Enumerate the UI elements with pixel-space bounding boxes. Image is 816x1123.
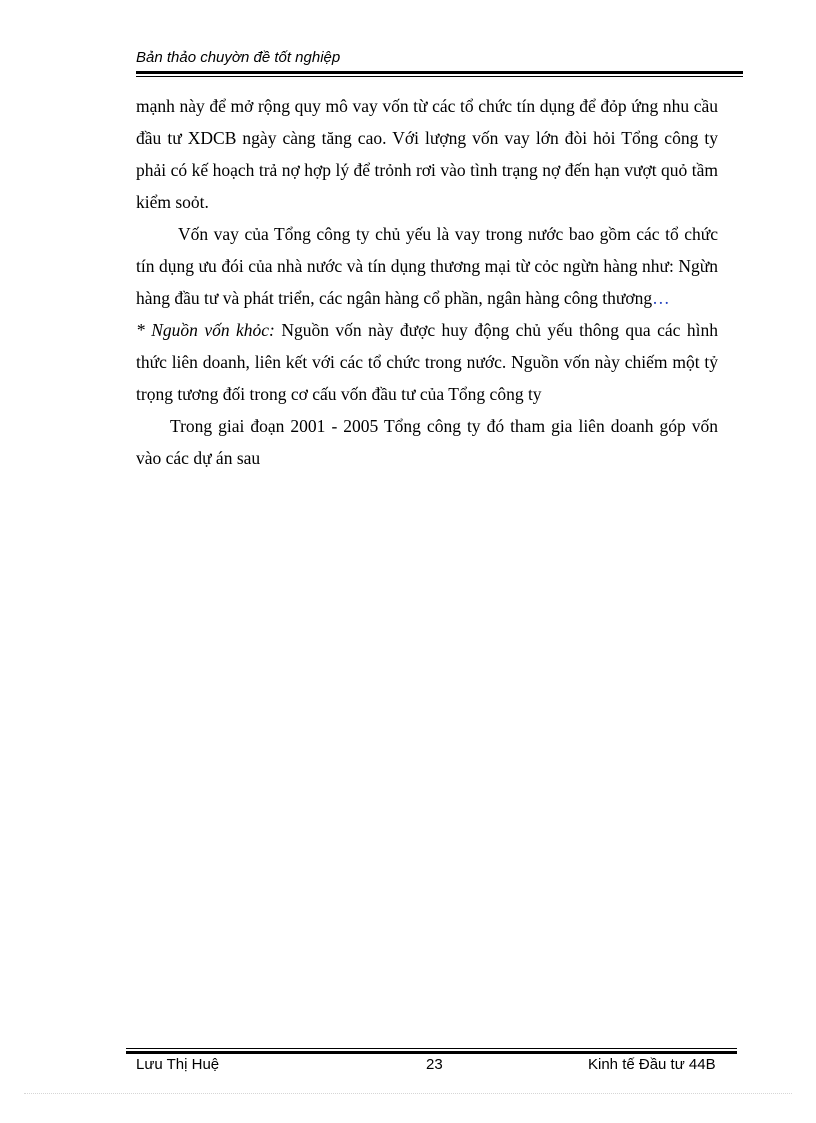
paragraph-3	[136, 314, 718, 410]
paragraph-4: Trong giai đoạn 2001 - 2005 Tổng công ty đó tham gia liên doanh góp vốn vào các dự án sau	[136, 416, 718, 468]
footer-rule-thin	[126, 1048, 737, 1049]
body-text	[136, 90, 718, 474]
footer-author: Lưu Thị Huệ	[136, 1056, 220, 1073]
footer-rule-thick	[126, 1051, 737, 1054]
footer-page-number: 23	[426, 1056, 443, 1073]
paragraph-2	[136, 218, 718, 314]
header-title: Bản thảo chuyờn đề tốt nghiệp	[136, 49, 341, 66]
paragraph-2-text: Vốn vay của Tổng công ty chủ yếu là vay trong nước bao gồm các tổ chức tín dụng ưu đói của nhà nước và tín dụng thương mại từ cỏc ngừn hàng như: Ngừn hàng đầu tư và phát triển, các ngân hàng cổ phần, ngân hàng công thương	[136, 224, 718, 308]
header-rule-thick	[136, 71, 743, 74]
header-rule-thin	[136, 76, 743, 77]
paragraph-2-ellipsis: …	[652, 288, 670, 308]
paragraph-3-text: Nguồn vốn này được huy động chủ yếu thông qua các hình thức liên doanh, liên kết với các tổ chức trong nước. Nguồn vốn này chiếm một tỷ trọng tương đối trong cơ cấu vốn đầu tư của Tổng công ty	[136, 320, 718, 404]
page-bottom-dotted-edge	[24, 1093, 792, 1094]
section-label-other-capital: * Nguồn vốn khỏc:	[136, 320, 275, 340]
footer-class-name: Kinh tế Đầu tư 44B	[588, 1056, 716, 1073]
paragraph-1: mạnh này để mở rộng quy mô vay vốn từ các tổ chức tín dụng để đỏp ứng nhu cầu đầu tư XDCB ngày càng tăng cao. Với lượng vốn vay lớn đòi hỏi Tổng công ty phải có kế hoạch trả nợ hợp lý để trỏnh rơi vào tình trạng nợ đến hạn vượt quỏ tầm kiểm soỏt.	[136, 96, 718, 212]
